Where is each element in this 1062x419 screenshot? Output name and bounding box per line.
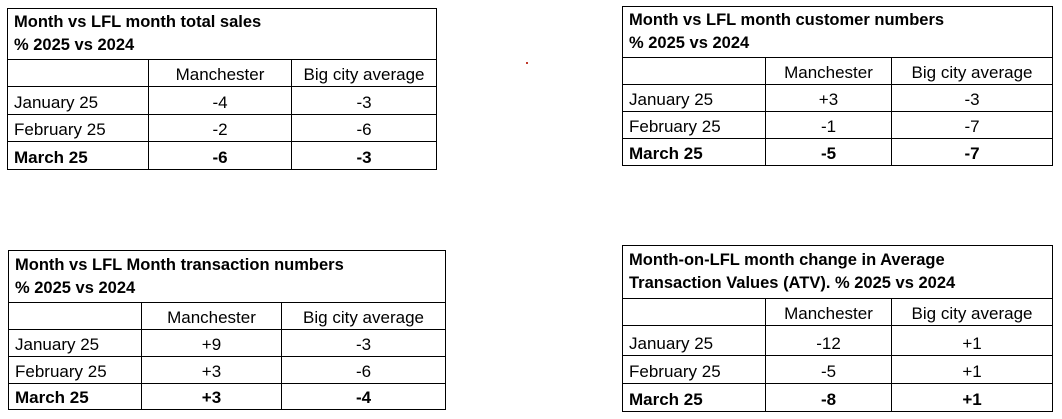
row-label: January 25 xyxy=(623,326,766,356)
header-manchester: Manchester xyxy=(142,303,282,330)
table-title-line1: Month vs LFL month customer numbers xyxy=(629,11,945,29)
table-title xyxy=(623,7,1053,58)
header-big-city-average: Big city average xyxy=(892,58,1053,85)
table-title xyxy=(8,9,437,60)
table-title-line1: Month vs LFL Month transaction numbers xyxy=(15,255,344,274)
manchester-value: -6 xyxy=(149,142,292,170)
transaction-numbers-table xyxy=(8,250,446,410)
row-label: February 25 xyxy=(623,356,766,384)
manchester-value: +3 xyxy=(142,357,282,384)
manchester-value: -8 xyxy=(766,384,892,412)
table-title-line2: % 2025 vs 2024 xyxy=(15,278,136,297)
table-title xyxy=(623,246,1053,299)
manchester-value: -5 xyxy=(766,139,892,166)
manchester-value: -2 xyxy=(149,115,292,142)
table-title-line2: Transaction Values (ATV). % 2025 vs 2024 xyxy=(629,274,956,292)
table-title xyxy=(9,251,446,303)
table-row xyxy=(9,384,446,410)
big-city-value: -6 xyxy=(292,115,437,142)
big-city-value: -7 xyxy=(892,139,1053,166)
header-manchester: Manchester xyxy=(149,60,292,87)
row-label: January 25 xyxy=(9,330,142,357)
big-city-value: -4 xyxy=(282,384,446,410)
manchester-value: +9 xyxy=(142,330,282,357)
manchester-value: +3 xyxy=(142,384,282,410)
table-title-line1: Month vs LFL month total sales xyxy=(14,13,262,31)
table-title-line2: % 2025 vs 2024 xyxy=(14,36,135,54)
header-big-city-average: Big city average xyxy=(892,299,1053,326)
table-row xyxy=(623,112,1053,139)
customer-numbers-table xyxy=(622,6,1053,166)
table-title-line1: Month-on-LFL month change in Average xyxy=(629,251,945,269)
big-city-value: +1 xyxy=(892,384,1053,412)
big-city-value: -7 xyxy=(892,112,1053,139)
header-big-city-average: Big city average xyxy=(292,60,437,87)
header-manchester: Manchester xyxy=(766,299,892,326)
table-row xyxy=(623,384,1053,412)
table-row xyxy=(8,142,437,170)
big-city-value: -3 xyxy=(282,330,446,357)
table-title-line2: % 2025 vs 2024 xyxy=(629,34,750,52)
header-big-city-average: Big city average xyxy=(282,303,446,330)
table-row xyxy=(623,85,1053,112)
big-city-value: -3 xyxy=(292,142,437,170)
big-city-value: +1 xyxy=(892,356,1053,384)
header-empty-cell xyxy=(623,299,766,326)
row-label: March 25 xyxy=(623,384,766,412)
table-row xyxy=(8,115,437,142)
row-label: February 25 xyxy=(623,112,766,139)
table-row xyxy=(623,326,1053,356)
header-manchester: Manchester xyxy=(766,58,892,85)
row-label: March 25 xyxy=(623,139,766,166)
manchester-value: -4 xyxy=(149,87,292,115)
big-city-value: +1 xyxy=(892,326,1053,356)
table-row xyxy=(9,330,446,357)
table-row xyxy=(623,139,1053,166)
row-label: March 25 xyxy=(9,384,142,410)
atv-table xyxy=(622,245,1053,412)
header-empty-cell xyxy=(8,60,149,87)
table-row xyxy=(9,357,446,384)
row-label: January 25 xyxy=(8,87,149,115)
manchester-value: +3 xyxy=(766,85,892,112)
big-city-value: -3 xyxy=(892,85,1053,112)
stray-mark xyxy=(526,62,528,64)
row-label: February 25 xyxy=(9,357,142,384)
header-empty-cell xyxy=(623,58,766,85)
row-label: February 25 xyxy=(8,115,149,142)
table-row xyxy=(8,87,437,115)
total-sales-table xyxy=(7,8,437,170)
big-city-value: -3 xyxy=(292,87,437,115)
manchester-value: -12 xyxy=(766,326,892,356)
row-label: March 25 xyxy=(8,142,149,170)
manchester-value: -5 xyxy=(766,356,892,384)
manchester-value: -1 xyxy=(766,112,892,139)
header-empty-cell xyxy=(9,303,142,330)
row-label: January 25 xyxy=(623,85,766,112)
table-row xyxy=(623,356,1053,384)
big-city-value: -6 xyxy=(282,357,446,384)
